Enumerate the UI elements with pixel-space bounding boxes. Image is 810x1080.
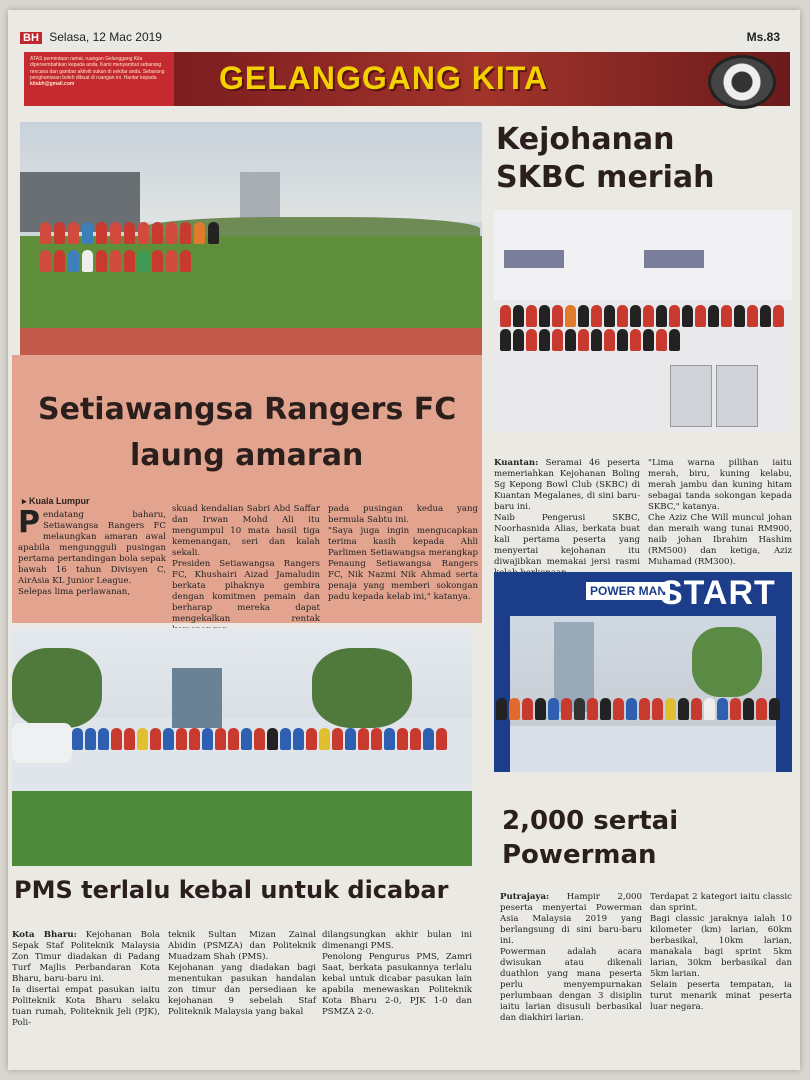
- setiawangsa-col3: pada pusingan kedua yang bermula Sabtu ini. "Saya juga ingin mengucapkan terima kasih kepada Ahli Parlimen Setiawangsa merangkap Penaung Setiawangsa Rangers FC, Nik Nazmi Nik Ahmad serta penaja yang memberi sokongan padu kepada kelab ini," katanya.: [328, 504, 478, 602]
- issue-date: Selasa, 12 Mac 2019: [49, 30, 162, 44]
- powerman-col2: Terdapat 2 kategori iaitu classic dan sprint. Bagi classic jaraknya ialah 10 kilometer (km) larian, 60km berbasikal, 10km larian, manakala bagi sprint 5km larian, 30km berbasikal dan 5km larian. Selain peserta tempatan, ia turut menarik minat peserta luar negara.: [650, 892, 792, 1012]
- skbc-col2: "Lima warna pilihan iaitu merah, biru, kuning kelabu, merah jambu dan kuning hitam sebagai tanda sokongan kepada SKBC," katanya. Che Aziz Che Will muncul johan dan meraih wang tunai RM900, naib johan Ibrahim Hashim (RM500) dan ketiga, Aziz Muhamad (RM300).: [648, 458, 792, 567]
- dateline: ▸ Kuala Lumpur: [22, 496, 90, 506]
- page-header: [20, 30, 790, 50]
- banner-blurb: ATAS permintaan ramai, ruangan Gelanggang Kita dipersembahkan kepada anda. Kami menyambut sebarang rencana dan gambar aktiviti sukan di sekitar anda. Sebarang penghantaran boleh dibuat di ruangan ini. Hantar kepada kitabh@gmail.com: [30, 56, 165, 88]
- bh-logo: BH: [20, 32, 42, 44]
- powerman-headline-line2: Powerman: [502, 840, 657, 870]
- setiawangsa-headline-line1: Setiawangsa Rangers FC: [38, 392, 457, 427]
- powerman-headline-line1: 2,000 sertai: [502, 806, 679, 836]
- page-number: Ms.83: [746, 30, 780, 44]
- start-arch: [494, 572, 792, 616]
- section-banner: [24, 52, 790, 106]
- pms-col1: Kota Bharu: Kejohanan Bola Sepak Staf Politeknik Malaysia Zon Timur diadakan di Padang Turf Majlis Perbandaran Kota Bharu, baru-baru ini. Ia disertai empat pasukan iaitu Politeknik Kota Bharu selaku tuan rumah, Politeknik Jeli (PJK), Poli-: [12, 930, 160, 1028]
- drop-cap: P: [18, 505, 40, 540]
- skbc-headline-line1: Kejohanan: [496, 122, 675, 157]
- pms-col2: teknik Sultan Mizan Zainal Abidin (PSMZA) dan Politeknik Muadzam Shah (PMS). Kejohanan yang diadakan bagi menentukan pasukan handalan zon timur dan persediaan ke kejohanan 9 sebelah Staf Politeknik Malaysia yang bakal: [168, 930, 316, 1017]
- skbc-headline-line2: SKBC meriah: [496, 160, 715, 195]
- setiawangsa-col1: Pendatang baharu, Setiawangsa Rangers FC melaungkan amaran awal apabila mengungguli pusingan pertama pertandingan bola sepak bawah 16 tahun Divisyen C, AirAsia KL Junior League. Selepas lima perlawanan,: [18, 505, 166, 597]
- powerman-col1: Putrajaya: Hampir 2,000 peserta menyertai Powerman Asia Malaysia 2019 yang berlangsung di sini baru-baru ini. Powerman adalah acara dwisukan atau dikenali duathlon yang mana peserta perlu menyempurnakan perlumbaan dengan 3 disiplin iaitu larian disusuli berbasikal dan diakhiri larian.: [500, 892, 642, 1023]
- football-graphic: [708, 55, 776, 109]
- pms-col3: dilangsungkan akhir bulan ini dimenangi PMS. Penolong Pengurus PMS, Zamri Saat, berkata pasukannya terlalu kebal untuk dicabar pasukan lain apabila menewaskan Politeknik Kota Bharu 2-0, PJK 1-0 dan PSMZA 2-0.: [322, 930, 472, 1017]
- skbc-col1: Kuantan: Seramai 46 peserta memeriahkan Kejohanan Boling Sg Kepong Bowl Club (SKBC) di Kuantan Megalanes, di sini baru-baru ini. Naib Pengerusi SKBC, Noorhasnida Alias, berkata buat kali pertama peserta yang menyertai kejohanan itu diwajibkan memakai jersi rasmi: [494, 458, 640, 567]
- start-arch-label: START: [660, 574, 776, 612]
- photo-powerman-start: [494, 572, 792, 772]
- setiawangsa-col2: skuad kendalian Sabri Abd Saffar dan Irwan Mohd Ali itu mengumpul 10 mata hasil tiga kemenangan, seri dan kalah sekali. Presiden Setiawangsa Rangers FC, Khushairi Aizad Jamaludin berkata pihaknya gembira dengan komitmen pemain dan berharap mereka dapat mengekalkan rentak: [172, 504, 320, 624]
- photo-skbc-bowling: [494, 210, 792, 432]
- setiawangsa-headline-line2: laung amaran: [130, 438, 364, 473]
- photo-pms-team: [12, 628, 472, 866]
- section-title: GELANGGANG KITA: [219, 60, 549, 96]
- pms-headline: PMS terlalu kebal untuk dicabar: [14, 876, 449, 904]
- powerman-logo: POWER MAN: [586, 582, 670, 600]
- photo-setiawangsa-team: [20, 122, 482, 356]
